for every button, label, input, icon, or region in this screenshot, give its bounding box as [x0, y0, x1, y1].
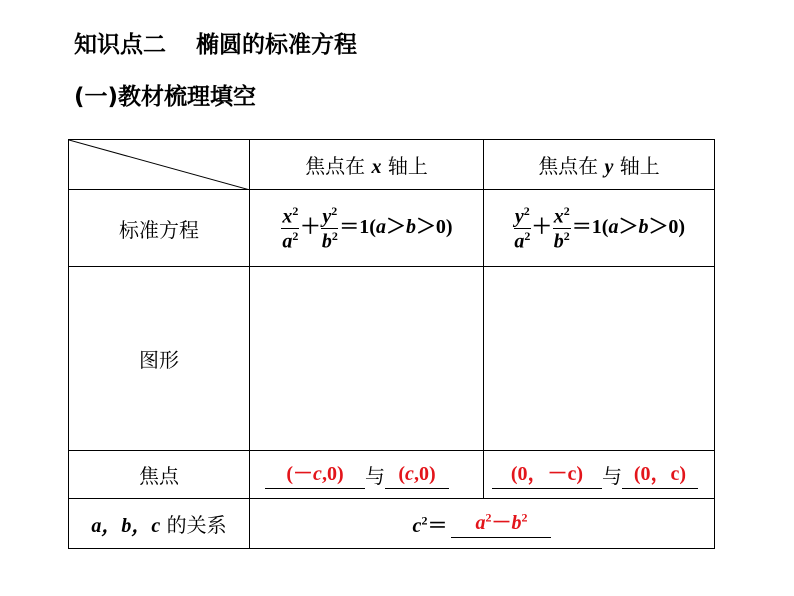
- foci-x-blank-2: [385, 463, 449, 489]
- foci-y-blank-1: [492, 463, 602, 489]
- equation-y-cell: [484, 190, 715, 267]
- graph-y-cell: [484, 267, 715, 451]
- relation-text: 的关系: [160, 513, 227, 537]
- equation-y: $\frac{y^2}{a^2}$ ＋ $\frac{x^2}{b^2}$ ＝1(a＞b＞0): [514, 203, 686, 253]
- row-label-equation: 标准方程: [69, 190, 250, 267]
- ellipse-equation-table: [68, 139, 715, 549]
- relation-blank: [451, 510, 551, 538]
- relation-equation: $c^2=$: [412, 513, 448, 537]
- header-y-pre: 焦点在: [538, 154, 605, 178]
- heading-part1: 知识点二: [74, 32, 166, 58]
- diagonal-line: [69, 140, 250, 190]
- header-x-pre: 焦点在: [305, 154, 372, 178]
- equation-x: $\frac{x^2}{a^2}$ ＋ $\frac{y^2}{b^2}$ ＝1(a＞b＞0): [282, 203, 453, 253]
- header-y-var: y: [604, 156, 614, 178]
- row-label-foci: 焦点: [69, 451, 250, 499]
- row-label-relation: [69, 499, 250, 549]
- header-y-post: 轴上: [613, 154, 660, 178]
- header-focus-x: [250, 140, 484, 190]
- foci-y-cell: [484, 451, 715, 499]
- row-label-graph: 图形: [69, 267, 250, 451]
- foci-y-conj: 与: [602, 464, 622, 488]
- foci-y-blank-2: [622, 463, 698, 489]
- header-x-post: 轴上: [381, 154, 428, 178]
- heading-part2: 椭圆的标准方程: [196, 32, 357, 58]
- relation-answer: $a^2-b^2$: [475, 510, 528, 534]
- section-heading: [74, 26, 357, 59]
- header-focus-y: [484, 140, 715, 190]
- foci-x-answer-2: (c,0): [398, 463, 436, 485]
- foci-y-answer-2: (0，c): [633, 463, 687, 485]
- header-x-var: x: [371, 156, 382, 178]
- diagonal-header-cell: [69, 140, 250, 190]
- relation-cell: [250, 499, 715, 549]
- foci-x-answer-1: (－c,0): [286, 463, 344, 485]
- relation-vars: a，b，c: [91, 515, 161, 537]
- equation-x-cell: [250, 190, 484, 267]
- foci-x-cell: [250, 451, 484, 499]
- foci-x-blank-1: [265, 463, 365, 489]
- foci-x-conj: 与: [365, 464, 385, 488]
- graph-x-cell: [250, 267, 484, 451]
- subheading: (一)教材梳理填空: [74, 84, 257, 110]
- foci-y-answer-1: (0，－c): [510, 463, 584, 485]
